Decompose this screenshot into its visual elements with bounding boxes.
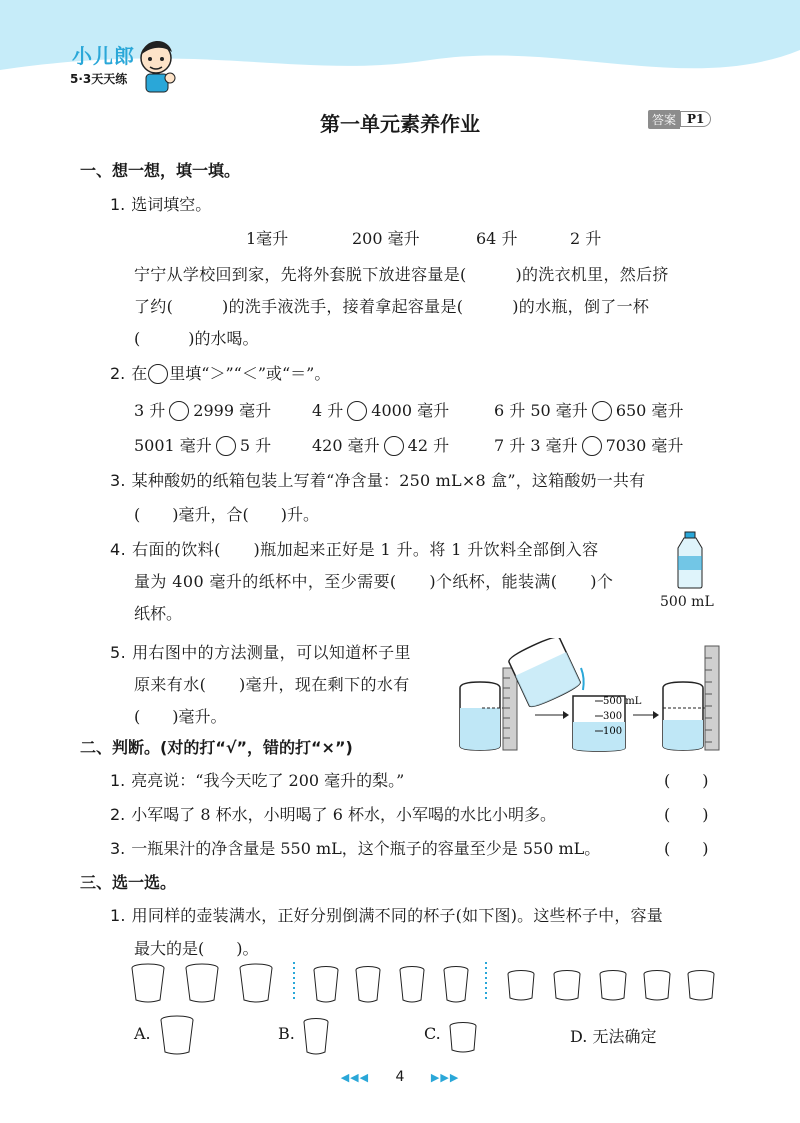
compare-item: 7 升 3 毫升 7030 毫升 — [494, 436, 684, 455]
cup-b-icon — [400, 967, 424, 1003]
option-d-label: D. 无法确定 — [570, 1027, 657, 1046]
compare-circle[interactable] — [592, 401, 612, 421]
q2-prompt — [110, 361, 330, 384]
cup-a-icon — [186, 964, 218, 1002]
pouring-cup-icon — [507, 638, 582, 709]
answer-label: 答案 — [648, 110, 680, 129]
cup-a-icon — [132, 964, 164, 1002]
compare-circle[interactable] — [216, 436, 236, 456]
compare-item: 6 升 50 毫升 650 毫升 — [494, 401, 684, 420]
q4-line-3: 纸杯。 — [134, 604, 183, 623]
q3-line-1 — [110, 468, 645, 491]
cup-c-icon — [688, 971, 714, 1001]
page-navigation — [0, 1069, 800, 1085]
remaining-cup-icon — [663, 682, 705, 750]
q5-line-1 — [110, 640, 411, 663]
beaker-mark-500: 500 mL — [603, 696, 642, 707]
q5-line-3: ( )毫升。 — [134, 707, 227, 726]
word-4: 2 升 — [570, 229, 602, 248]
cup-c-icon — [508, 971, 534, 1001]
bottle-label: 500 mL — [660, 594, 714, 610]
arrow-icon — [633, 711, 659, 719]
bottle-icon — [672, 530, 708, 590]
cup-c-icon — [449, 1014, 477, 1054]
arrow-icon — [535, 711, 569, 719]
judge-item-3: 3. 一瓶果汁的净含量是 550 mL，这个瓶子的容量至少是 550 mL。 — [110, 839, 601, 858]
cups-diagram — [130, 960, 720, 1008]
ruler-right-icon — [705, 646, 719, 750]
section-1-heading: 一、想一想，填一填。 — [80, 161, 241, 180]
compare-circle[interactable] — [384, 436, 404, 456]
section-2-heading: 二、判断。(对的打“√”，错的打“×”) — [80, 738, 353, 757]
q4-text: 右面的饮料( )瓶加起来正好是 1 升。将 1 升饮料全部倒入容 — [132, 540, 599, 559]
word-2: 200 毫升 — [352, 229, 420, 248]
option-b-label: B. — [278, 1024, 295, 1043]
judge-answer-box-2[interactable]: ( ) — [664, 805, 709, 824]
q1-line-1: 宁宁从学校回到家，先将外套脱下放进容量是( )的洗衣机里，然后挤 — [134, 265, 669, 284]
cup-c-icon — [554, 971, 580, 1001]
word-3: 64 升 — [476, 229, 518, 248]
option-c-label: C. — [424, 1024, 441, 1043]
answer-tag[interactable] — [648, 110, 711, 128]
logo-subtitle: 5·3天天练 — [70, 72, 128, 86]
s3-q1-line-1: 1. 用同样的壶装满水，正好分别倒满不同的杯子(如下图)。这些杯子中，容量 — [110, 906, 663, 925]
q4-line-2: 量为 400 毫升的纸杯中，至少需要( )个纸杯，能装满( )个 — [134, 572, 614, 591]
judge-item-1: 1. 亮亮说：“我今天吃了 200 毫升的梨。” — [110, 771, 405, 790]
cup-b-icon — [444, 967, 468, 1003]
q1-line-3: ( )的水喝。 — [134, 329, 259, 348]
cup-b-icon — [356, 967, 380, 1003]
compare-circle[interactable] — [582, 436, 602, 456]
cup-c-icon — [600, 971, 626, 1001]
beaker-mark-100: 100 — [603, 726, 623, 737]
q3-line-2: ( )毫升，合( )升。 — [134, 505, 319, 524]
q4-line-1 — [110, 537, 598, 560]
section-3-heading: 三、选一选。 — [80, 873, 177, 892]
compare-item: 420 毫升 42 升 — [312, 436, 450, 455]
judge-answer-box-3[interactable]: ( ) — [664, 839, 709, 858]
q2-text-b: 里填“＞”“＜”或“＝”。 — [169, 364, 331, 383]
judge-answer-box-1[interactable]: ( ) — [664, 771, 709, 790]
option-a-label: A. — [134, 1024, 151, 1043]
cup-b-icon — [303, 1016, 329, 1056]
q2-text-a: 在 — [131, 364, 148, 383]
full-cup-icon — [460, 682, 505, 750]
compare-circle[interactable] — [169, 401, 189, 421]
q1-text: 选词填空。 — [131, 195, 212, 214]
measuring-diagram — [455, 638, 720, 753]
page-number: 4 — [395, 1069, 405, 1085]
mascot-boy-icon — [134, 34, 186, 94]
q5-text: 用右图中的方法测量，可以知道杯子里 — [132, 643, 411, 662]
cup-b-icon — [314, 967, 338, 1003]
judge-item-2: 2. 小军喝了 8 杯水，小明喝了 6 杯水，小军喝的水比小明多。 — [110, 805, 556, 824]
compare-circle-icon — [148, 364, 168, 384]
prev-arrows-icon[interactable]: ◀◀◀ — [340, 1071, 370, 1084]
q1-prompt — [110, 192, 211, 215]
q3-text: 某种酸奶的纸箱包装上写着“净含量：250 mL×8 盒”，这箱酸奶一共有 — [131, 471, 646, 490]
s3-q1-line-2: 最大的是( )。 — [134, 939, 259, 958]
compare-item: 4 升 4000 毫升 — [312, 401, 450, 420]
q2-number: 2. — [110, 364, 126, 383]
page-title: 第一单元素养作业 — [320, 112, 480, 136]
beaker-mark-300: 300 — [603, 711, 623, 722]
compare-item: 5001 毫升 5 升 — [134, 436, 272, 455]
ruler-left-icon — [503, 668, 517, 750]
q5-number: 5. — [110, 643, 127, 662]
q1-number: 1. — [110, 195, 126, 214]
cup-c-icon — [644, 971, 670, 1001]
compare-item: 3 升 2999 毫升 — [134, 401, 272, 420]
compare-circle[interactable] — [347, 401, 367, 421]
next-arrows-icon[interactable]: ▶▶▶ — [430, 1071, 460, 1084]
cup-a-icon — [160, 1014, 194, 1056]
word-1: 1毫升 — [246, 229, 289, 248]
answer-page: P1 — [680, 111, 711, 127]
cup-a-icon — [240, 964, 272, 1002]
q4-number: 4. — [110, 540, 127, 559]
q1-line-2: 了约( )的洗手液洗手，接着拿起容量是( )的水瓶，倒了一杯 — [134, 297, 650, 316]
q3-number: 3. — [110, 471, 126, 490]
logo-text: 小儿郎 — [72, 44, 135, 68]
q5-line-2: 原来有水( )毫升，现在剩下的水有 — [134, 675, 410, 694]
